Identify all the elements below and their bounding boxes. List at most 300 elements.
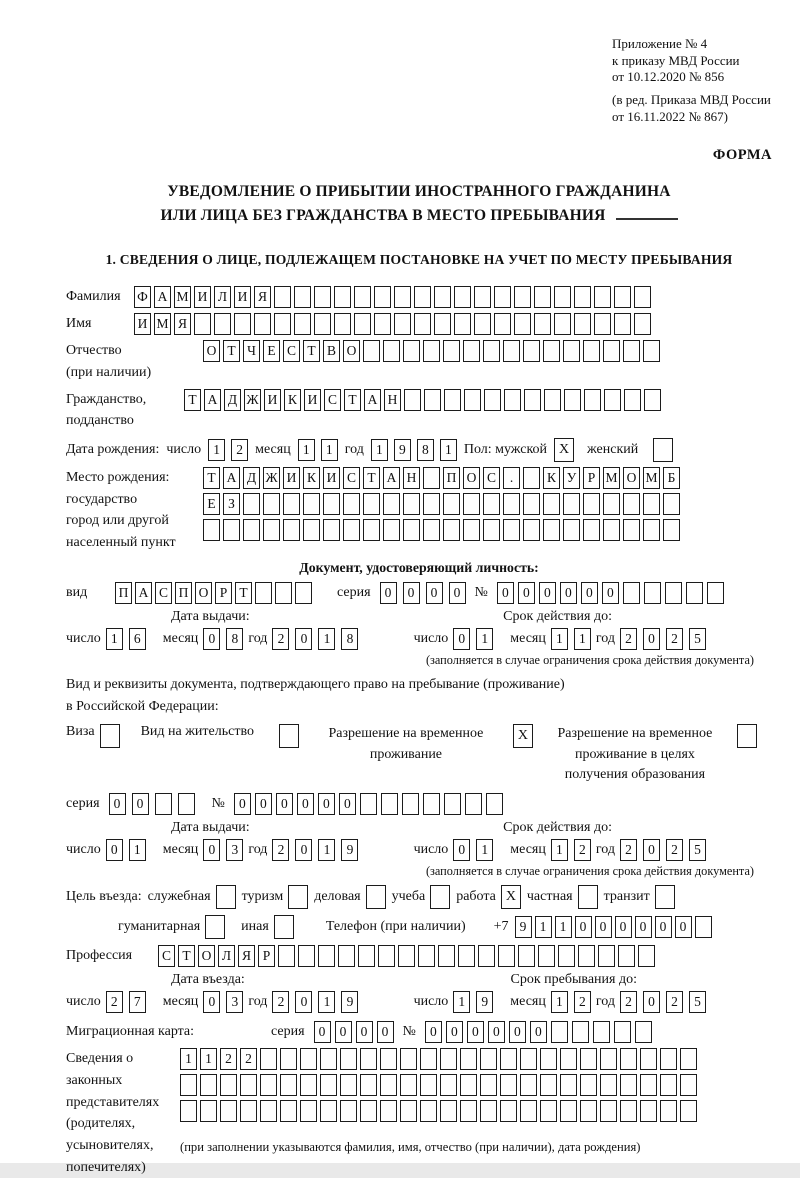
char-cell[interactable] <box>486 793 503 815</box>
char-cell[interactable] <box>423 467 440 489</box>
char-cell[interactable] <box>543 519 560 541</box>
char-cell[interactable]: 0 <box>581 582 598 604</box>
char-cell[interactable] <box>583 493 600 515</box>
char-cell[interactable] <box>638 945 655 967</box>
char-cell[interactable] <box>480 1048 497 1070</box>
char-cell[interactable] <box>514 286 531 308</box>
char-cell[interactable] <box>707 582 724 604</box>
char-cell[interactable] <box>318 945 335 967</box>
char-cell[interactable] <box>363 519 380 541</box>
char-cell[interactable] <box>300 1074 317 1096</box>
char-cell[interactable]: 1 <box>453 991 470 1013</box>
purpose-humanitarian-checkbox[interactable] <box>205 915 225 939</box>
char-cell[interactable]: 0 <box>675 916 692 938</box>
char-cell[interactable] <box>394 286 411 308</box>
char-cell[interactable] <box>560 1100 577 1122</box>
char-cell[interactable]: 9 <box>476 991 493 1013</box>
char-cell[interactable] <box>503 340 520 362</box>
char-cell[interactable] <box>420 1100 437 1122</box>
char-cell[interactable] <box>623 340 640 362</box>
char-cell[interactable]: 0 <box>595 916 612 938</box>
char-cell[interactable]: 5 <box>689 991 706 1013</box>
char-cell[interactable] <box>380 1048 397 1070</box>
char-cell[interactable] <box>323 519 340 541</box>
char-cell[interactable] <box>474 286 491 308</box>
char-cell[interactable] <box>643 493 660 515</box>
char-cell[interactable] <box>240 1074 257 1096</box>
purpose-tourism-checkbox[interactable] <box>288 885 308 909</box>
char-cell[interactable] <box>180 1100 197 1122</box>
char-cell[interactable]: 0 <box>655 916 672 938</box>
char-cell[interactable] <box>400 1074 417 1096</box>
char-cell[interactable] <box>260 1048 277 1070</box>
char-cell[interactable] <box>440 1048 457 1070</box>
char-cell[interactable] <box>360 1100 377 1122</box>
char-cell[interactable]: 9 <box>341 839 358 861</box>
char-cell[interactable]: М <box>603 467 620 489</box>
char-cell[interactable] <box>464 389 481 411</box>
char-cell[interactable]: И <box>304 389 321 411</box>
char-cell[interactable] <box>178 793 195 815</box>
char-cell[interactable] <box>434 313 451 335</box>
char-cell[interactable] <box>540 1100 557 1122</box>
char-cell[interactable] <box>503 519 520 541</box>
char-cell[interactable] <box>600 1100 617 1122</box>
char-cell[interactable]: О <box>623 467 640 489</box>
char-cell[interactable]: 0 <box>453 839 470 861</box>
char-cell[interactable]: Б <box>663 467 680 489</box>
char-cell[interactable] <box>554 286 571 308</box>
char-cell[interactable] <box>644 582 661 604</box>
char-cell[interactable]: 0 <box>255 793 272 815</box>
char-cell[interactable] <box>444 793 461 815</box>
char-cell[interactable]: И <box>134 313 151 335</box>
char-cell[interactable]: К <box>303 467 320 489</box>
char-cell[interactable] <box>686 582 703 604</box>
char-cell[interactable] <box>254 313 271 335</box>
char-cell[interactable] <box>463 340 480 362</box>
char-cell[interactable]: 2 <box>620 991 637 1013</box>
char-cell[interactable]: 2 <box>272 991 289 1013</box>
char-cell[interactable] <box>663 519 680 541</box>
char-cell[interactable]: 1 <box>551 839 568 861</box>
char-cell[interactable] <box>463 519 480 541</box>
char-cell[interactable] <box>255 582 272 604</box>
char-cell[interactable] <box>263 519 280 541</box>
char-cell[interactable] <box>424 389 441 411</box>
char-cell[interactable] <box>580 1100 597 1122</box>
char-cell[interactable] <box>483 493 500 515</box>
sex-female-checkbox[interactable] <box>653 438 673 462</box>
char-cell[interactable]: О <box>198 945 215 967</box>
char-cell[interactable] <box>300 1048 317 1070</box>
char-cell[interactable] <box>543 340 560 362</box>
char-cell[interactable]: 1 <box>574 628 591 650</box>
char-cell[interactable]: 0 <box>106 839 123 861</box>
char-cell[interactable] <box>560 1048 577 1070</box>
char-cell[interactable] <box>243 519 260 541</box>
char-cell[interactable] <box>640 1048 657 1070</box>
char-cell[interactable] <box>643 340 660 362</box>
char-cell[interactable]: Т <box>178 945 195 967</box>
char-cell[interactable] <box>374 286 391 308</box>
char-cell[interactable]: 1 <box>200 1048 217 1070</box>
char-cell[interactable]: Я <box>174 313 191 335</box>
char-cell[interactable] <box>523 467 540 489</box>
char-cell[interactable] <box>474 313 491 335</box>
char-cell[interactable]: 0 <box>276 793 293 815</box>
char-cell[interactable]: 2 <box>272 839 289 861</box>
char-cell[interactable] <box>520 1074 537 1096</box>
char-cell[interactable]: А <box>204 389 221 411</box>
char-cell[interactable]: Л <box>218 945 235 967</box>
char-cell[interactable] <box>398 945 415 967</box>
char-cell[interactable] <box>314 313 331 335</box>
char-cell[interactable]: Т <box>223 340 240 362</box>
char-cell[interactable]: С <box>324 389 341 411</box>
char-cell[interactable]: 0 <box>467 1021 484 1043</box>
char-cell[interactable] <box>660 1074 677 1096</box>
char-cell[interactable]: Е <box>203 493 220 515</box>
char-cell[interactable]: 0 <box>643 991 660 1013</box>
char-cell[interactable] <box>603 519 620 541</box>
char-cell[interactable] <box>340 1074 357 1096</box>
char-cell[interactable] <box>494 313 511 335</box>
char-cell[interactable] <box>524 389 541 411</box>
char-cell[interactable] <box>155 793 172 815</box>
char-cell[interactable]: 1 <box>298 439 315 461</box>
char-cell[interactable] <box>360 793 377 815</box>
char-cell[interactable] <box>563 519 580 541</box>
char-cell[interactable] <box>614 1021 631 1043</box>
char-cell[interactable]: 0 <box>109 793 126 815</box>
char-cell[interactable]: 0 <box>425 1021 442 1043</box>
char-cell[interactable] <box>403 519 420 541</box>
char-cell[interactable]: 1 <box>208 439 225 461</box>
char-cell[interactable] <box>418 945 435 967</box>
char-cell[interactable] <box>523 340 540 362</box>
char-cell[interactable] <box>354 313 371 335</box>
char-cell[interactable]: . <box>503 467 520 489</box>
char-cell[interactable]: 2 <box>574 991 591 1013</box>
char-cell[interactable]: Р <box>258 945 275 967</box>
char-cell[interactable]: 9 <box>515 916 532 938</box>
char-cell[interactable] <box>618 945 635 967</box>
char-cell[interactable] <box>220 1100 237 1122</box>
char-cell[interactable] <box>620 1074 637 1096</box>
char-cell[interactable] <box>624 389 641 411</box>
char-cell[interactable] <box>603 340 620 362</box>
char-cell[interactable]: Л <box>214 286 231 308</box>
char-cell[interactable] <box>440 1074 457 1096</box>
char-cell[interactable] <box>420 1074 437 1096</box>
char-cell[interactable] <box>414 313 431 335</box>
char-cell[interactable] <box>275 582 292 604</box>
char-cell[interactable]: 2 <box>574 839 591 861</box>
char-cell[interactable]: 1 <box>555 916 572 938</box>
char-cell[interactable]: 0 <box>446 1021 463 1043</box>
char-cell[interactable]: 3 <box>226 839 243 861</box>
char-cell[interactable] <box>420 1048 437 1070</box>
char-cell[interactable]: 8 <box>341 628 358 650</box>
char-cell[interactable]: 6 <box>129 628 146 650</box>
char-cell[interactable]: 0 <box>539 582 556 604</box>
char-cell[interactable] <box>640 1100 657 1122</box>
char-cell[interactable] <box>280 1100 297 1122</box>
sex-male-checkbox[interactable]: X <box>554 438 574 462</box>
char-cell[interactable] <box>458 945 475 967</box>
char-cell[interactable]: 0 <box>602 582 619 604</box>
char-cell[interactable] <box>223 519 240 541</box>
char-cell[interactable] <box>564 389 581 411</box>
char-cell[interactable] <box>443 493 460 515</box>
char-cell[interactable] <box>460 1048 477 1070</box>
char-cell[interactable] <box>295 582 312 604</box>
char-cell[interactable] <box>300 1100 317 1122</box>
char-cell[interactable] <box>454 286 471 308</box>
char-cell[interactable]: 1 <box>440 439 457 461</box>
char-cell[interactable]: 5 <box>689 839 706 861</box>
char-cell[interactable] <box>214 313 231 335</box>
char-cell[interactable] <box>280 1048 297 1070</box>
char-cell[interactable] <box>403 493 420 515</box>
char-cell[interactable] <box>440 1100 457 1122</box>
char-cell[interactable] <box>404 389 421 411</box>
char-cell[interactable] <box>518 945 535 967</box>
char-cell[interactable] <box>283 493 300 515</box>
char-cell[interactable]: 1 <box>106 628 123 650</box>
char-cell[interactable]: Р <box>583 467 600 489</box>
char-cell[interactable] <box>635 1021 652 1043</box>
char-cell[interactable] <box>443 519 460 541</box>
char-cell[interactable] <box>614 313 631 335</box>
char-cell[interactable] <box>240 1100 257 1122</box>
char-cell[interactable] <box>220 1074 237 1096</box>
purpose-private-checkbox[interactable] <box>578 885 598 909</box>
char-cell[interactable] <box>363 493 380 515</box>
char-cell[interactable] <box>423 519 440 541</box>
char-cell[interactable] <box>540 1048 557 1070</box>
char-cell[interactable]: 9 <box>341 991 358 1013</box>
char-cell[interactable]: 3 <box>226 991 243 1013</box>
char-cell[interactable] <box>263 493 280 515</box>
temp-residence-checkbox[interactable]: X <box>513 724 533 748</box>
char-cell[interactable] <box>484 389 501 411</box>
char-cell[interactable]: Я <box>238 945 255 967</box>
char-cell[interactable] <box>543 493 560 515</box>
char-cell[interactable] <box>320 1048 337 1070</box>
char-cell[interactable] <box>465 793 482 815</box>
char-cell[interactable] <box>243 493 260 515</box>
char-cell[interactable] <box>600 1074 617 1096</box>
char-cell[interactable] <box>534 286 551 308</box>
char-cell[interactable] <box>394 313 411 335</box>
char-cell[interactable] <box>180 1074 197 1096</box>
char-cell[interactable] <box>200 1100 217 1122</box>
char-cell[interactable]: О <box>203 340 220 362</box>
char-cell[interactable]: С <box>483 467 500 489</box>
char-cell[interactable] <box>378 945 395 967</box>
char-cell[interactable]: Ж <box>263 467 280 489</box>
char-cell[interactable] <box>604 389 621 411</box>
char-cell[interactable]: П <box>175 582 192 604</box>
char-cell[interactable]: Р <box>215 582 232 604</box>
char-cell[interactable] <box>480 1100 497 1122</box>
char-cell[interactable] <box>680 1074 697 1096</box>
char-cell[interactable] <box>303 519 320 541</box>
char-cell[interactable]: 0 <box>635 916 652 938</box>
char-cell[interactable] <box>500 1048 517 1070</box>
char-cell[interactable] <box>483 519 500 541</box>
char-cell[interactable] <box>343 519 360 541</box>
char-cell[interactable]: Ч <box>243 340 260 362</box>
char-cell[interactable] <box>583 519 600 541</box>
char-cell[interactable] <box>343 493 360 515</box>
char-cell[interactable] <box>294 286 311 308</box>
char-cell[interactable]: 5 <box>689 628 706 650</box>
char-cell[interactable] <box>314 286 331 308</box>
char-cell[interactable]: 8 <box>417 439 434 461</box>
char-cell[interactable] <box>460 1074 477 1096</box>
char-cell[interactable]: 0 <box>530 1021 547 1043</box>
char-cell[interactable] <box>640 1074 657 1096</box>
char-cell[interactable]: 2 <box>272 628 289 650</box>
edu-residence-checkbox[interactable] <box>737 724 757 748</box>
char-cell[interactable]: К <box>284 389 301 411</box>
char-cell[interactable]: П <box>443 467 460 489</box>
char-cell[interactable] <box>554 313 571 335</box>
char-cell[interactable]: 0 <box>615 916 632 938</box>
char-cell[interactable]: О <box>463 467 480 489</box>
char-cell[interactable]: 1 <box>321 439 338 461</box>
char-cell[interactable]: 2 <box>231 439 248 461</box>
char-cell[interactable]: 0 <box>377 1021 394 1043</box>
char-cell[interactable] <box>534 313 551 335</box>
char-cell[interactable] <box>363 340 380 362</box>
char-cell[interactable] <box>334 313 351 335</box>
purpose-official-checkbox[interactable] <box>216 885 236 909</box>
char-cell[interactable] <box>338 945 355 967</box>
char-cell[interactable] <box>414 286 431 308</box>
char-cell[interactable] <box>374 313 391 335</box>
char-cell[interactable]: А <box>383 467 400 489</box>
char-cell[interactable] <box>463 493 480 515</box>
char-cell[interactable] <box>434 286 451 308</box>
char-cell[interactable]: 1 <box>318 991 335 1013</box>
char-cell[interactable]: 2 <box>666 628 683 650</box>
char-cell[interactable] <box>593 1021 610 1043</box>
char-cell[interactable] <box>503 493 520 515</box>
char-cell[interactable]: Т <box>303 340 320 362</box>
char-cell[interactable]: 0 <box>295 991 312 1013</box>
char-cell[interactable] <box>278 945 295 967</box>
char-cell[interactable] <box>580 1048 597 1070</box>
char-cell[interactable]: 9 <box>394 439 411 461</box>
char-cell[interactable] <box>680 1100 697 1122</box>
char-cell[interactable] <box>460 1100 477 1122</box>
char-cell[interactable] <box>381 793 398 815</box>
char-cell[interactable]: В <box>323 340 340 362</box>
char-cell[interactable]: С <box>283 340 300 362</box>
char-cell[interactable] <box>504 389 521 411</box>
char-cell[interactable]: У <box>563 467 580 489</box>
char-cell[interactable] <box>358 945 375 967</box>
char-cell[interactable] <box>544 389 561 411</box>
char-cell[interactable] <box>283 519 300 541</box>
char-cell[interactable] <box>643 519 660 541</box>
char-cell[interactable]: М <box>174 286 191 308</box>
char-cell[interactable] <box>423 793 440 815</box>
char-cell[interactable] <box>200 1074 217 1096</box>
char-cell[interactable] <box>480 1074 497 1096</box>
char-cell[interactable] <box>538 945 555 967</box>
char-cell[interactable] <box>294 313 311 335</box>
char-cell[interactable]: 0 <box>339 793 356 815</box>
char-cell[interactable] <box>383 519 400 541</box>
char-cell[interactable]: 0 <box>295 628 312 650</box>
char-cell[interactable]: 0 <box>449 582 466 604</box>
char-cell[interactable]: С <box>343 467 360 489</box>
char-cell[interactable]: Н <box>384 389 401 411</box>
char-cell[interactable] <box>438 945 455 967</box>
char-cell[interactable]: 0 <box>380 582 397 604</box>
char-cell[interactable]: 1 <box>476 628 493 650</box>
char-cell[interactable] <box>360 1048 377 1070</box>
char-cell[interactable]: П <box>115 582 132 604</box>
char-cell[interactable] <box>580 1074 597 1096</box>
char-cell[interactable]: 0 <box>643 628 660 650</box>
char-cell[interactable]: 0 <box>318 793 335 815</box>
char-cell[interactable] <box>660 1100 677 1122</box>
char-cell[interactable]: И <box>283 467 300 489</box>
char-cell[interactable]: 2 <box>240 1048 257 1070</box>
char-cell[interactable] <box>598 945 615 967</box>
char-cell[interactable] <box>520 1100 537 1122</box>
char-cell[interactable]: 0 <box>203 991 220 1013</box>
char-cell[interactable]: 2 <box>620 839 637 861</box>
char-cell[interactable]: Д <box>224 389 241 411</box>
char-cell[interactable] <box>443 340 460 362</box>
char-cell[interactable] <box>514 313 531 335</box>
char-cell[interactable]: 0 <box>575 916 592 938</box>
char-cell[interactable]: 0 <box>426 582 443 604</box>
char-cell[interactable]: 0 <box>203 628 220 650</box>
char-cell[interactable] <box>572 1021 589 1043</box>
visa-checkbox[interactable] <box>100 724 120 748</box>
char-cell[interactable] <box>203 519 220 541</box>
char-cell[interactable]: 0 <box>497 582 514 604</box>
char-cell[interactable]: Я <box>254 286 271 308</box>
char-cell[interactable]: Ж <box>244 389 261 411</box>
char-cell[interactable]: 1 <box>129 839 146 861</box>
char-cell[interactable]: М <box>643 467 660 489</box>
residence-permit-checkbox[interactable] <box>279 724 299 748</box>
char-cell[interactable]: Н <box>403 467 420 489</box>
char-cell[interactable] <box>623 519 640 541</box>
char-cell[interactable] <box>340 1100 357 1122</box>
char-cell[interactable] <box>563 493 580 515</box>
char-cell[interactable] <box>454 313 471 335</box>
char-cell[interactable]: 0 <box>356 1021 373 1043</box>
char-cell[interactable]: 2 <box>106 991 123 1013</box>
char-cell[interactable]: 0 <box>295 839 312 861</box>
char-cell[interactable] <box>584 389 601 411</box>
char-cell[interactable] <box>320 1074 337 1096</box>
char-cell[interactable]: 1 <box>318 839 335 861</box>
char-cell[interactable]: З <box>223 493 240 515</box>
char-cell[interactable] <box>563 340 580 362</box>
char-cell[interactable] <box>663 493 680 515</box>
